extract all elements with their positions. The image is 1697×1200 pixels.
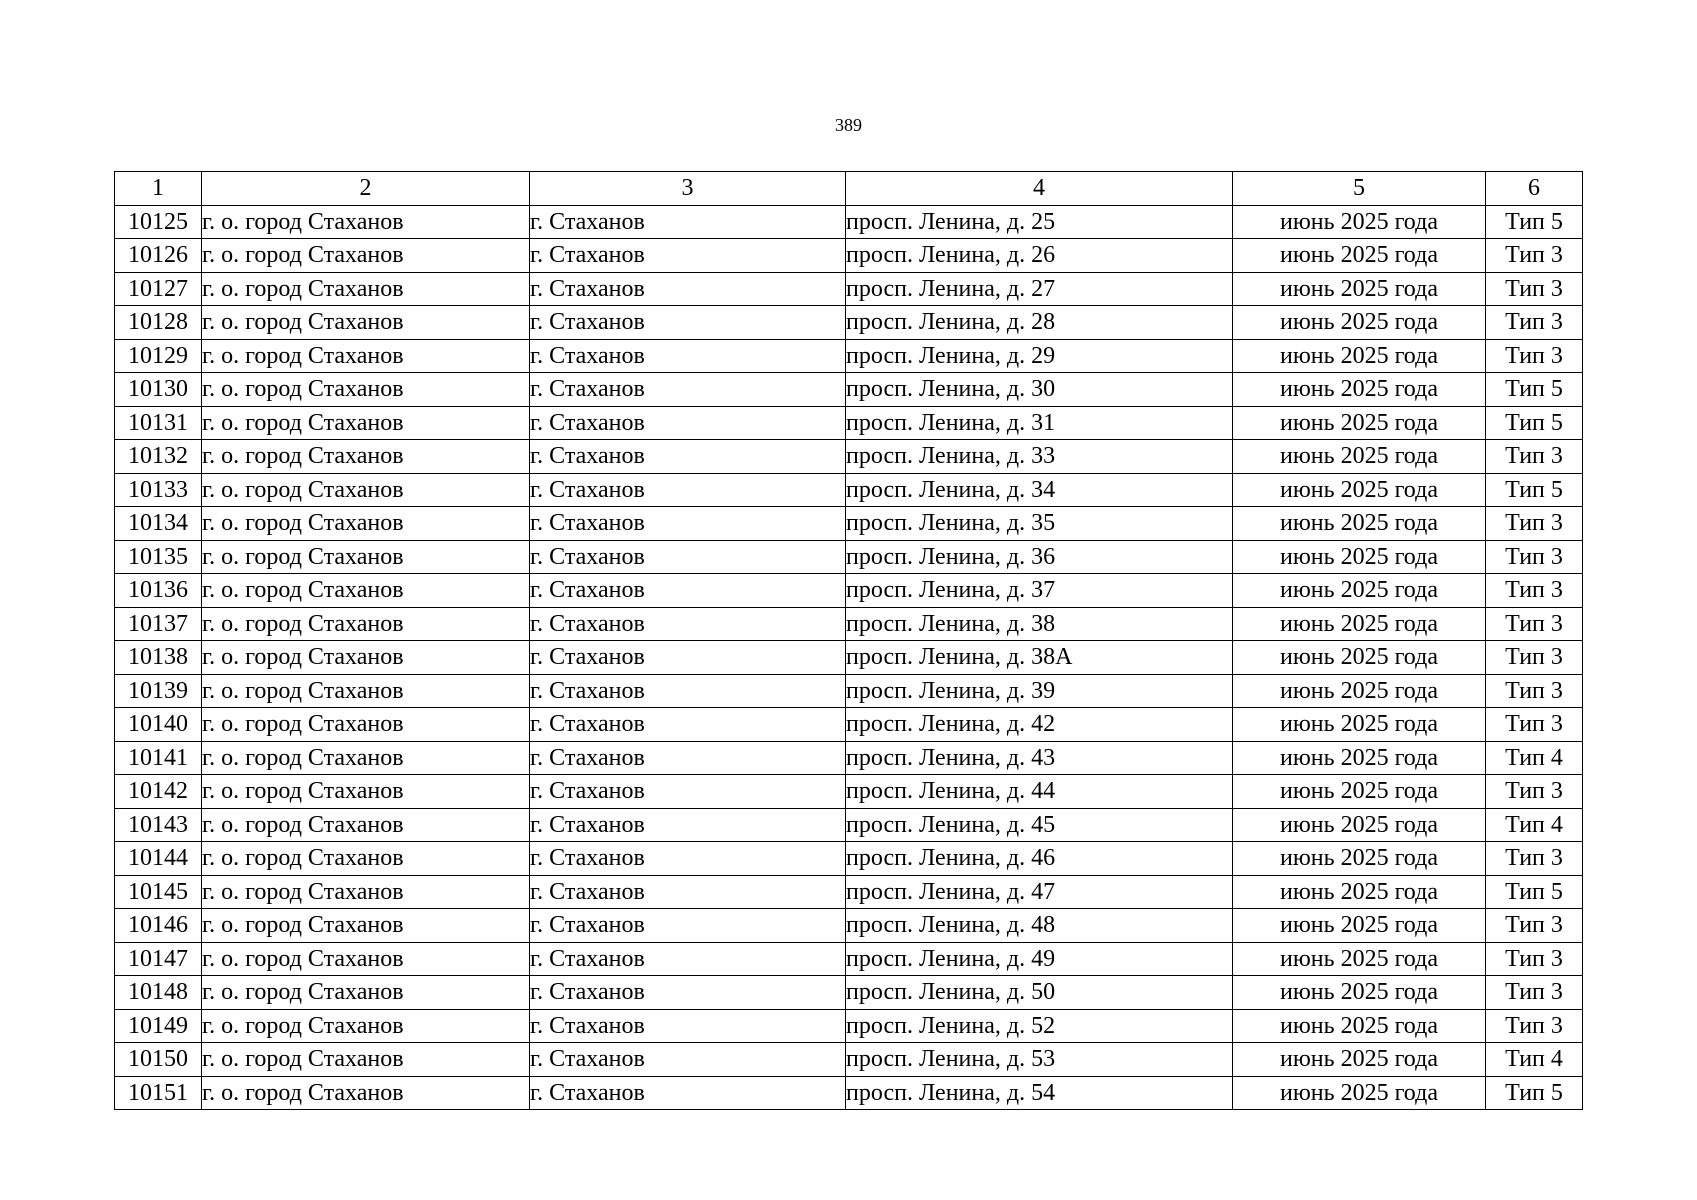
type-cell: Тип 3 xyxy=(1486,842,1583,876)
row-number-cell: 10142 xyxy=(115,775,202,809)
table-row xyxy=(115,741,1583,775)
date-cell: июнь 2025 года xyxy=(1233,574,1486,608)
city-cell: г. Стаханов xyxy=(530,507,846,541)
table-row xyxy=(115,272,1583,306)
table-row xyxy=(115,239,1583,273)
address-cell: просп. Ленина, д. 31 xyxy=(846,406,1233,440)
address-cell: просп. Ленина, д. 28 xyxy=(846,306,1233,340)
address-cell: просп. Ленина, д. 37 xyxy=(846,574,1233,608)
date-cell: июнь 2025 года xyxy=(1233,708,1486,742)
row-number-cell: 10126 xyxy=(115,239,202,273)
date-cell: июнь 2025 года xyxy=(1233,473,1486,507)
type-cell: Тип 3 xyxy=(1486,507,1583,541)
table-row xyxy=(115,842,1583,876)
table-row xyxy=(115,339,1583,373)
district-cell: г. о. город Стаханов xyxy=(202,842,530,876)
type-cell: Тип 4 xyxy=(1486,741,1583,775)
address-cell: просп. Ленина, д. 52 xyxy=(846,1009,1233,1043)
district-cell: г. о. город Стаханов xyxy=(202,540,530,574)
city-cell: г. Стаханов xyxy=(530,205,846,239)
address-cell: просп. Ленина, д. 36 xyxy=(846,540,1233,574)
district-cell: г. о. город Стаханов xyxy=(202,875,530,909)
date-cell: июнь 2025 года xyxy=(1233,1043,1486,1077)
table-row xyxy=(115,708,1583,742)
district-cell: г. о. город Стаханов xyxy=(202,373,530,407)
date-cell: июнь 2025 года xyxy=(1233,540,1486,574)
date-cell: июнь 2025 года xyxy=(1233,976,1486,1010)
date-cell: июнь 2025 года xyxy=(1233,306,1486,340)
address-cell: просп. Ленина, д. 44 xyxy=(846,775,1233,809)
district-cell: г. о. город Стаханов xyxy=(202,339,530,373)
city-cell: г. Стаханов xyxy=(530,1043,846,1077)
row-number-cell: 10145 xyxy=(115,875,202,909)
column-header-3: 3 xyxy=(530,172,846,206)
row-number-cell: 10143 xyxy=(115,808,202,842)
city-cell: г. Стаханов xyxy=(530,808,846,842)
header-row xyxy=(115,172,1583,206)
table-row xyxy=(115,306,1583,340)
table-row xyxy=(115,641,1583,675)
city-cell: г. Стаханов xyxy=(530,976,846,1010)
type-cell: Тип 3 xyxy=(1486,306,1583,340)
table-header xyxy=(115,172,1583,206)
address-cell: просп. Ленина, д. 53 xyxy=(846,1043,1233,1077)
date-cell: июнь 2025 года xyxy=(1233,339,1486,373)
table-row xyxy=(115,205,1583,239)
table-row xyxy=(115,473,1583,507)
district-cell: г. о. город Стаханов xyxy=(202,1076,530,1110)
row-number-cell: 10127 xyxy=(115,272,202,306)
city-cell: г. Стаханов xyxy=(530,239,846,273)
type-cell: Тип 3 xyxy=(1486,574,1583,608)
city-cell: г. Стаханов xyxy=(530,574,846,608)
date-cell: июнь 2025 года xyxy=(1233,875,1486,909)
district-cell: г. о. город Стаханов xyxy=(202,909,530,943)
row-number-cell: 10137 xyxy=(115,607,202,641)
row-number-cell: 10131 xyxy=(115,406,202,440)
table-row xyxy=(115,909,1583,943)
address-cell: просп. Ленина, д. 38А xyxy=(846,641,1233,675)
city-cell: г. Стаханов xyxy=(530,708,846,742)
table-row xyxy=(115,1009,1583,1043)
district-cell: г. о. город Стаханов xyxy=(202,205,530,239)
address-cell: просп. Ленина, д. 47 xyxy=(846,875,1233,909)
city-cell: г. Стаханов xyxy=(530,339,846,373)
address-cell: просп. Ленина, д. 46 xyxy=(846,842,1233,876)
district-cell: г. о. город Стаханов xyxy=(202,607,530,641)
date-cell: июнь 2025 года xyxy=(1233,1009,1486,1043)
address-cell: просп. Ленина, д. 43 xyxy=(846,741,1233,775)
district-cell: г. о. город Стаханов xyxy=(202,976,530,1010)
table-row xyxy=(115,607,1583,641)
address-cell: просп. Ленина, д. 30 xyxy=(846,373,1233,407)
date-cell: июнь 2025 года xyxy=(1233,808,1486,842)
city-cell: г. Стаханов xyxy=(530,741,846,775)
date-cell: июнь 2025 года xyxy=(1233,239,1486,273)
table-row xyxy=(115,1076,1583,1110)
date-cell: июнь 2025 года xyxy=(1233,205,1486,239)
row-number-cell: 10135 xyxy=(115,540,202,574)
address-cell: просп. Ленина, д. 26 xyxy=(846,239,1233,273)
city-cell: г. Стаханов xyxy=(530,641,846,675)
row-number-cell: 10133 xyxy=(115,473,202,507)
city-cell: г. Стаханов xyxy=(530,775,846,809)
date-cell: июнь 2025 года xyxy=(1233,373,1486,407)
row-number-cell: 10144 xyxy=(115,842,202,876)
city-cell: г. Стаханов xyxy=(530,440,846,474)
district-cell: г. о. город Стаханов xyxy=(202,306,530,340)
table-row xyxy=(115,574,1583,608)
district-cell: г. о. город Стаханов xyxy=(202,440,530,474)
district-cell: г. о. город Стаханов xyxy=(202,1009,530,1043)
city-cell: г. Стаханов xyxy=(530,674,846,708)
table-row xyxy=(115,440,1583,474)
type-cell: Тип 3 xyxy=(1486,674,1583,708)
row-number-cell: 10136 xyxy=(115,574,202,608)
type-cell: Тип 3 xyxy=(1486,239,1583,273)
district-cell: г. о. город Стаханов xyxy=(202,239,530,273)
type-cell: Тип 3 xyxy=(1486,775,1583,809)
row-number-cell: 10146 xyxy=(115,909,202,943)
address-cell: просп. Ленина, д. 42 xyxy=(846,708,1233,742)
row-number-cell: 10149 xyxy=(115,1009,202,1043)
table-row xyxy=(115,373,1583,407)
table-row xyxy=(115,808,1583,842)
address-cell: просп. Ленина, д. 48 xyxy=(846,909,1233,943)
address-cell: просп. Ленина, д. 39 xyxy=(846,674,1233,708)
type-cell: Тип 3 xyxy=(1486,339,1583,373)
row-number-cell: 10138 xyxy=(115,641,202,675)
type-cell: Тип 5 xyxy=(1486,406,1583,440)
column-header-2: 2 xyxy=(202,172,530,206)
type-cell: Тип 4 xyxy=(1486,1043,1583,1077)
row-number-cell: 10141 xyxy=(115,741,202,775)
table-row xyxy=(115,775,1583,809)
address-cell: просп. Ленина, д. 54 xyxy=(846,1076,1233,1110)
table-row xyxy=(115,875,1583,909)
address-cell: просп. Ленина, д. 34 xyxy=(846,473,1233,507)
address-cell: просп. Ленина, д. 35 xyxy=(846,507,1233,541)
table-row xyxy=(115,540,1583,574)
row-number-cell: 10125 xyxy=(115,205,202,239)
table-row xyxy=(115,507,1583,541)
date-cell: июнь 2025 года xyxy=(1233,775,1486,809)
city-cell: г. Стаханов xyxy=(530,909,846,943)
column-header-1: 1 xyxy=(115,172,202,206)
city-cell: г. Стаханов xyxy=(530,306,846,340)
district-cell: г. о. город Стаханов xyxy=(202,1043,530,1077)
city-cell: г. Стаханов xyxy=(530,540,846,574)
row-number-cell: 10139 xyxy=(115,674,202,708)
date-cell: июнь 2025 года xyxy=(1233,674,1486,708)
page-number: 389 xyxy=(835,115,862,135)
column-header-4: 4 xyxy=(846,172,1233,206)
table-body xyxy=(115,205,1583,1110)
district-cell: г. о. город Стаханов xyxy=(202,674,530,708)
district-cell: г. о. город Стаханов xyxy=(202,708,530,742)
city-cell: г. Стаханов xyxy=(530,272,846,306)
city-cell: г. Стаханов xyxy=(530,1076,846,1110)
row-number-cell: 10132 xyxy=(115,440,202,474)
row-number-cell: 10130 xyxy=(115,373,202,407)
date-cell: июнь 2025 года xyxy=(1233,942,1486,976)
address-cell: просп. Ленина, д. 25 xyxy=(846,205,1233,239)
type-cell: Тип 3 xyxy=(1486,909,1583,943)
type-cell: Тип 3 xyxy=(1486,641,1583,675)
city-cell: г. Стаханов xyxy=(530,1009,846,1043)
city-cell: г. Стаханов xyxy=(530,406,846,440)
address-cell: просп. Ленина, д. 27 xyxy=(846,272,1233,306)
type-cell: Тип 5 xyxy=(1486,373,1583,407)
address-cell: просп. Ленина, д. 45 xyxy=(846,808,1233,842)
type-cell: Тип 5 xyxy=(1486,473,1583,507)
type-cell: Тип 3 xyxy=(1486,540,1583,574)
district-cell: г. о. город Стаханов xyxy=(202,406,530,440)
table-row xyxy=(115,406,1583,440)
type-cell: Тип 3 xyxy=(1486,440,1583,474)
city-cell: г. Стаханов xyxy=(530,473,846,507)
date-cell: июнь 2025 года xyxy=(1233,641,1486,675)
table-row xyxy=(115,942,1583,976)
district-cell: г. о. город Стаханов xyxy=(202,741,530,775)
address-cell: просп. Ленина, д. 50 xyxy=(846,976,1233,1010)
district-cell: г. о. город Стаханов xyxy=(202,473,530,507)
date-cell: июнь 2025 года xyxy=(1233,607,1486,641)
row-number-cell: 10151 xyxy=(115,1076,202,1110)
district-cell: г. о. город Стаханов xyxy=(202,942,530,976)
address-cell: просп. Ленина, д. 29 xyxy=(846,339,1233,373)
row-number-cell: 10150 xyxy=(115,1043,202,1077)
date-cell: июнь 2025 года xyxy=(1233,909,1486,943)
registry-table xyxy=(114,171,1583,1110)
city-cell: г. Стаханов xyxy=(530,942,846,976)
date-cell: июнь 2025 года xyxy=(1233,406,1486,440)
table-row xyxy=(115,976,1583,1010)
city-cell: г. Стаханов xyxy=(530,842,846,876)
district-cell: г. о. город Стаханов xyxy=(202,808,530,842)
type-cell: Тип 3 xyxy=(1486,708,1583,742)
city-cell: г. Стаханов xyxy=(530,373,846,407)
district-cell: г. о. город Стаханов xyxy=(202,641,530,675)
district-cell: г. о. город Стаханов xyxy=(202,574,530,608)
date-cell: июнь 2025 года xyxy=(1233,507,1486,541)
date-cell: июнь 2025 года xyxy=(1233,842,1486,876)
row-number-cell: 10148 xyxy=(115,976,202,1010)
date-cell: июнь 2025 года xyxy=(1233,272,1486,306)
type-cell: Тип 3 xyxy=(1486,607,1583,641)
row-number-cell: 10129 xyxy=(115,339,202,373)
district-cell: г. о. город Стаханов xyxy=(202,507,530,541)
type-cell: Тип 3 xyxy=(1486,942,1583,976)
date-cell: июнь 2025 года xyxy=(1233,741,1486,775)
district-cell: г. о. город Стаханов xyxy=(202,775,530,809)
row-number-cell: 10147 xyxy=(115,942,202,976)
district-cell: г. о. город Стаханов xyxy=(202,272,530,306)
address-cell: просп. Ленина, д. 49 xyxy=(846,942,1233,976)
type-cell: Тип 3 xyxy=(1486,1009,1583,1043)
type-cell: Тип 5 xyxy=(1486,205,1583,239)
address-cell: просп. Ленина, д. 38 xyxy=(846,607,1233,641)
date-cell: июнь 2025 года xyxy=(1233,1076,1486,1110)
type-cell: Тип 3 xyxy=(1486,976,1583,1010)
row-number-cell: 10140 xyxy=(115,708,202,742)
column-header-5: 5 xyxy=(1233,172,1486,206)
type-cell: Тип 5 xyxy=(1486,875,1583,909)
city-cell: г. Стаханов xyxy=(530,875,846,909)
row-number-cell: 10128 xyxy=(115,306,202,340)
date-cell: июнь 2025 года xyxy=(1233,440,1486,474)
city-cell: г. Стаханов xyxy=(530,607,846,641)
type-cell: Тип 3 xyxy=(1486,272,1583,306)
address-cell: просп. Ленина, д. 33 xyxy=(846,440,1233,474)
column-header-6: 6 xyxy=(1486,172,1583,206)
type-cell: Тип 5 xyxy=(1486,1076,1583,1110)
table-row xyxy=(115,674,1583,708)
row-number-cell: 10134 xyxy=(115,507,202,541)
table-row xyxy=(115,1043,1583,1077)
type-cell: Тип 4 xyxy=(1486,808,1583,842)
